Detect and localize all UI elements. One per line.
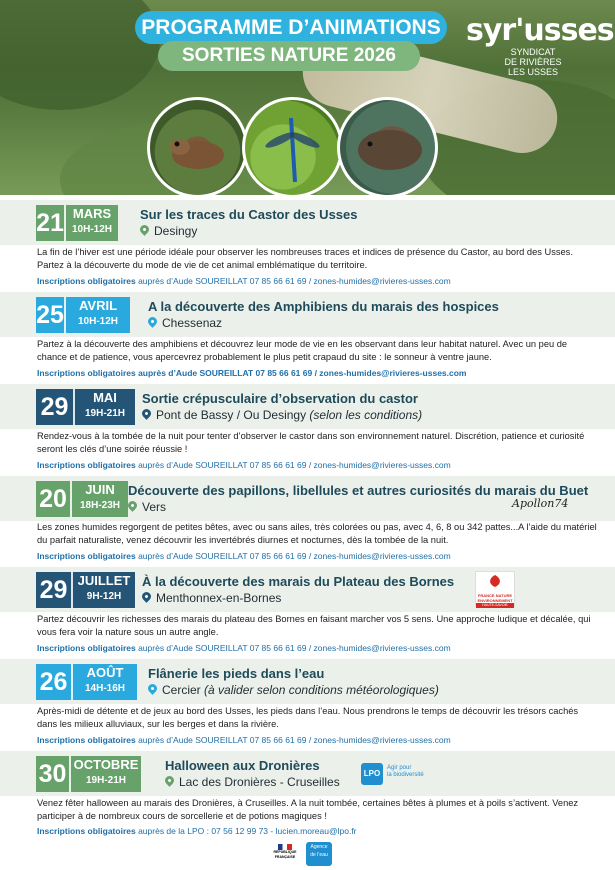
event-time: 19H-21H bbox=[85, 775, 127, 786]
location-pin-icon bbox=[138, 223, 151, 236]
event-month: OCTOBRE bbox=[73, 757, 139, 772]
event-inscription bbox=[37, 460, 451, 470]
date-badge bbox=[36, 389, 135, 425]
event-inscription bbox=[37, 551, 451, 561]
apollon74-logo-text: Apollon74 bbox=[512, 497, 569, 510]
event-description: Rendez-vous à la tombée de la nuit pour tenter d’observer le castor dans son environnement naturel. Discrétion, patience et curiosité seront les clés d’une soirée réussie ! bbox=[37, 431, 585, 454]
inscription-required-label: Inscriptions obligatoires bbox=[37, 276, 136, 286]
syrusses-logo: syr'usses bbox=[466, 13, 614, 48]
event-location bbox=[142, 408, 422, 422]
event-location-name: Cercier bbox=[162, 683, 201, 697]
event-day: 26 bbox=[39, 668, 68, 696]
logo-sub-line: SYNDICAT bbox=[510, 47, 556, 57]
event-month-time bbox=[64, 205, 118, 241]
event-description: Les zones humides regorgent de petites bêtes, avec ou sans ailes, très colorées ou pas, avec 4, 6, 8 ou 342 pattes...A l’aide du matériel du parfait naturaliste, venez découvrir les invertébrés diurnes et nocturnes, dès la tombée de la nuit. bbox=[37, 522, 597, 545]
event-month: MARS bbox=[72, 206, 112, 221]
event-day: 21 bbox=[36, 209, 64, 237]
event-location bbox=[142, 591, 281, 605]
location-pin-icon bbox=[146, 315, 159, 328]
logo-subtitle bbox=[493, 47, 573, 77]
inscription-required-label: Inscriptions obligatoires bbox=[37, 551, 136, 561]
event-location-name: Pont de Bassy / Ou Desingy bbox=[156, 408, 307, 422]
event-time: 10H-12H bbox=[71, 224, 113, 235]
footer-logos bbox=[270, 842, 350, 868]
agence-logo-line: Agence bbox=[310, 844, 328, 850]
event-inscription bbox=[37, 643, 451, 653]
event-month-time bbox=[64, 297, 130, 333]
event-month-time bbox=[71, 572, 135, 608]
logo-sub-line: DE RIVIÈRES bbox=[504, 57, 562, 67]
event-inscription bbox=[37, 826, 357, 836]
page-title: PROGRAMME D’ANIMATIONS bbox=[135, 11, 447, 44]
event-location-note: (à valider selon conditions météorologiques) bbox=[204, 683, 439, 697]
logo-sub-line: LES USSES bbox=[507, 67, 559, 77]
inscription-contact: auprès d’Aude SOUREILLAT 07 85 66 61 69 / zones-humides@rivieres-usses.com bbox=[135, 551, 451, 561]
frog-photo bbox=[147, 97, 248, 195]
date-badge bbox=[36, 481, 128, 517]
event-day: 30 bbox=[38, 760, 67, 788]
event-time: 19H-21H bbox=[84, 408, 126, 419]
republique-francaise-logo bbox=[270, 844, 300, 866]
event-description: La fin de l’hiver est une période idéale pour observer les nombreuses traces et indices de présence du Castor, au bord des Usses. Partez à la découverte du mode de vie de cet animal emblématique du territoire. bbox=[37, 247, 573, 270]
fne-logo-line: ENVIRONNEMENT bbox=[477, 598, 513, 603]
event-inscription bbox=[37, 276, 451, 286]
page-subtitle: SORTIES NATURE 2026 bbox=[158, 41, 420, 71]
event-time: 9H-12H bbox=[86, 591, 122, 602]
fne-logo-line: FRANCE NATURE bbox=[477, 593, 513, 598]
fne-logo-line: HAUTE-SAVOIE bbox=[476, 603, 514, 608]
frog-icon bbox=[150, 100, 245, 195]
event-location bbox=[140, 224, 197, 238]
lpo-logo: LPO bbox=[361, 763, 383, 785]
event-month-time bbox=[73, 389, 135, 425]
rf-logo-line: FRANÇAISE bbox=[274, 855, 296, 859]
event-inscription bbox=[37, 368, 467, 378]
event-inscription bbox=[37, 735, 451, 745]
event-location bbox=[165, 775, 340, 789]
event-title: Sur les traces du Castor des Usses bbox=[140, 207, 358, 222]
event-time: 10H-12H bbox=[77, 316, 119, 327]
event-location bbox=[148, 683, 439, 697]
event-title: Sortie crépusculaire d’observation du castor bbox=[142, 391, 418, 406]
inscription-contact: auprès d’Aude SOUREILLAT 07 85 66 61 69 / zones-humides@rivieres-usses.com bbox=[135, 735, 451, 745]
event-month: JUILLET bbox=[77, 573, 131, 588]
date-badge bbox=[36, 756, 141, 792]
fne-leaf-icon bbox=[485, 574, 505, 588]
date-badge bbox=[36, 297, 130, 333]
forest-shape bbox=[0, 0, 160, 110]
apollon74-logo bbox=[512, 494, 572, 518]
dragonfly-photo bbox=[242, 97, 343, 195]
event-title: Halloween aux Dronières bbox=[165, 758, 320, 773]
event-location-name: Desingy bbox=[154, 224, 198, 238]
event-day: 29 bbox=[40, 393, 69, 421]
event-location-name: Chessenaz bbox=[162, 316, 223, 330]
location-pin-icon bbox=[126, 499, 139, 512]
event-time: 14H-16H bbox=[84, 683, 126, 694]
event-location-name: Vers bbox=[142, 500, 167, 514]
event-day: 25 bbox=[36, 301, 64, 329]
date-badge bbox=[36, 572, 135, 608]
inscription-contact: auprès de la LPO : 07 56 12 99 73 - lucien.moreau@lpo.fr bbox=[135, 826, 357, 836]
inscription-contact: auprès d’Aude SOUREILLAT 07 85 66 61 69 / zones-humides@rivieres-usses.com bbox=[135, 460, 451, 470]
event-location-name: Lac des Dronières - Cruseilles bbox=[179, 775, 340, 789]
event-month-time bbox=[69, 756, 141, 792]
inscription-required-label: Inscriptions obligatoires bbox=[37, 643, 136, 653]
event-title: Découverte des papillons, libellules et autres curiosités du marais du Buet bbox=[128, 483, 589, 498]
event-month-time bbox=[71, 664, 137, 700]
agence-logo-line: de l’eau bbox=[310, 852, 328, 858]
location-pin-icon bbox=[163, 774, 176, 787]
date-badge bbox=[36, 664, 137, 700]
inscription-required-label: Inscriptions obligatoires bbox=[37, 826, 136, 836]
fne-logo bbox=[475, 571, 515, 607]
event-day: 29 bbox=[39, 576, 68, 604]
dragonfly-icon bbox=[245, 100, 340, 195]
event-location bbox=[128, 500, 166, 514]
event-description: Partez à la découverte des amphibiens et découvrez leur mode de vie en les observant dans leur habitat naturel. Avec un peu de chance et de patience, vous apercevrez probablement le plus petit crapaud du site : le sonneur à ventre jaune. bbox=[37, 339, 568, 362]
event-month: JUIN bbox=[85, 482, 115, 497]
event-month: AOÛT bbox=[86, 665, 124, 680]
event-time: 18H-23H bbox=[79, 500, 121, 511]
event-description: Après-midi de détente et de jeux au bord des Usses, les pieds dans l’eau. Nous prendrons le temps de découvrir les trésors cachés dans les milieux alluviaux, sur les berges et dans la rivière. bbox=[37, 706, 579, 729]
lpo-tagline-line: la biodiversité bbox=[387, 772, 424, 778]
event-title: Flânerie les pieds dans l’eau bbox=[148, 666, 325, 681]
event-location-name: Menthonnex-en-Bornes bbox=[156, 591, 282, 605]
rf-logo-line: RÉPUBLIQUE bbox=[273, 850, 297, 854]
beaver-photo bbox=[337, 97, 438, 195]
event-title: A la découverte des Amphibiens du marais des hospices bbox=[148, 299, 499, 314]
date-badge bbox=[36, 205, 118, 241]
inscription-required-label: Inscriptions obligatoires auprès d’Aude SOUREILLAT 07 85 66 61 69 / zones-humides@rivieres-usses.com bbox=[37, 368, 467, 378]
inscription-contact: auprès d’Aude SOUREILLAT 07 85 66 61 69 / zones-humides@rivieres-usses.com bbox=[135, 276, 451, 286]
event-location-note: (selon les conditions) bbox=[309, 408, 423, 422]
inscription-required-label: Inscriptions obligatoires bbox=[37, 460, 136, 470]
inscription-required-label: Inscriptions obligatoires bbox=[37, 735, 136, 745]
lpo-tagline-line: Agir pour bbox=[387, 765, 412, 771]
event-day: 20 bbox=[39, 485, 67, 513]
event-title: À la découverte des marais du Plateau des Bornes bbox=[142, 574, 455, 589]
event-month: MAI bbox=[93, 390, 117, 405]
location-pin-icon bbox=[146, 682, 159, 695]
event-month: AVRIL bbox=[78, 298, 118, 313]
inscription-contact: auprès d’Aude SOUREILLAT 07 85 66 61 69 / zones-humides@rivieres-usses.com bbox=[135, 643, 451, 653]
lpo-tagline bbox=[387, 765, 424, 779]
location-pin-icon bbox=[140, 590, 153, 603]
agence-eau-logo bbox=[306, 842, 332, 866]
location-pin-icon bbox=[140, 407, 153, 420]
event-month-time bbox=[70, 481, 128, 517]
event-description: Venez fêter halloween au marais des Dronières, à Cruseilles. A la nuit tombée, certaines bêtes à plumes et à poils s’activent. Venez participer à de nombreux cours de sorcellerie et de potions magiques ! bbox=[37, 798, 579, 821]
event-location bbox=[148, 316, 222, 330]
event-description: Partez découvrir les richesses des marais du plateau des Bornes en faisant marcher vos 5 sens. Une approche ludique et décalée, qui vous fera voir la nature sous un autre angle. bbox=[37, 614, 591, 637]
header-banner bbox=[0, 0, 615, 195]
beaver-icon bbox=[340, 100, 435, 195]
